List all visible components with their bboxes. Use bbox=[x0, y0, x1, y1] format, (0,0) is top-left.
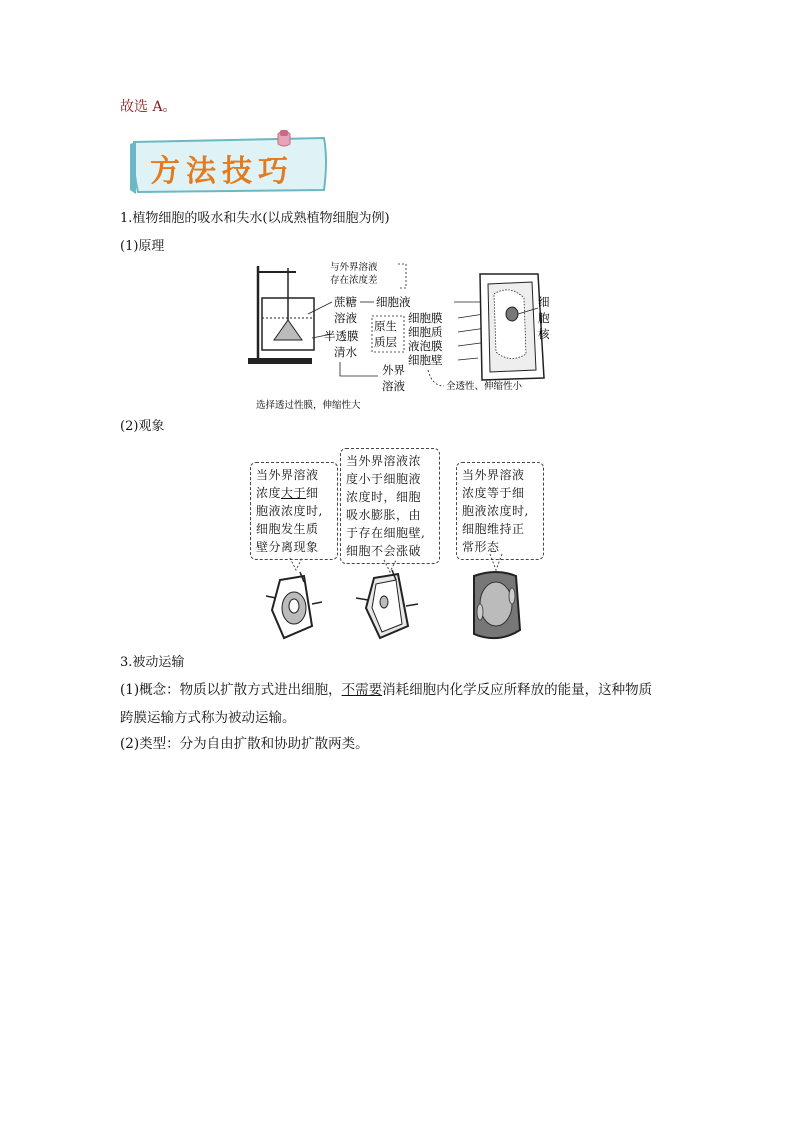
underlined-larger: 大于 bbox=[281, 486, 307, 500]
box-equal-line-3: 胞液浓度时, bbox=[462, 504, 529, 518]
label-nucleus-3: 核 bbox=[538, 327, 550, 341]
box-larger-line-2 bbox=[256, 484, 332, 502]
label-protoplast-1: 原生 bbox=[374, 319, 397, 333]
note-right: 全透性、伸缩性小 bbox=[446, 381, 523, 392]
label-semi-membrane: 半透膜 bbox=[324, 329, 359, 343]
box-larger-line-2-post: 细 bbox=[306, 486, 319, 500]
box-larger-line-4: 细胞发生质 bbox=[256, 522, 319, 536]
types-paragraph: (2)类型：分为自由扩散和协助扩散两类。 bbox=[120, 736, 369, 752]
box-equal-line-5: 常形态 bbox=[462, 540, 500, 554]
cell-states-graphic bbox=[250, 552, 550, 644]
banner-title: 方法技巧 bbox=[150, 154, 294, 189]
concept-paragraph bbox=[120, 680, 680, 700]
box-equal-line-4: 细胞维持正 bbox=[462, 522, 525, 536]
answer-text: 故选 A。 bbox=[120, 99, 177, 115]
concept-text-b: 消耗细胞内化学反应所释放的能量，这种物质 bbox=[382, 682, 653, 698]
concept-text-a: (1)概念：物质以扩散方式进出细胞， bbox=[120, 682, 342, 698]
section3-heading: 3.被动运输 bbox=[120, 655, 185, 670]
note-top-2: 存在浓度差 bbox=[330, 275, 378, 286]
osmosis-diagram bbox=[248, 258, 558, 414]
box-larger-line-1: 当外界溶液 bbox=[256, 468, 319, 482]
nucleus bbox=[506, 307, 518, 321]
label-cell-membrane: 细胞膜 bbox=[408, 311, 443, 325]
concept-paragraph-cont: 跨膜运输方式称为被动运输。 bbox=[120, 710, 296, 726]
box-larger-line-5: 壁分离现象 bbox=[256, 540, 319, 554]
stand-base bbox=[248, 358, 312, 364]
box-larger-line-2-pre: 浓度 bbox=[256, 486, 282, 500]
box-larger bbox=[250, 462, 338, 560]
box-equal bbox=[456, 462, 544, 560]
label-cell-wall: 细胞壁 bbox=[408, 353, 443, 367]
label-external-2: 溶液 bbox=[382, 379, 405, 393]
label-solution: 溶液 bbox=[334, 311, 357, 325]
funnel bbox=[274, 320, 302, 340]
label-cytoplasm: 细胞质 bbox=[408, 325, 443, 339]
label-protoplast-2: 质层 bbox=[374, 335, 397, 349]
cell-plasmolysis bbox=[266, 572, 322, 638]
label-vacuole-membrane: 液泡膜 bbox=[408, 339, 443, 353]
label-nucleus-2: 胞 bbox=[538, 311, 550, 325]
concept-underlined: 不需要 bbox=[341, 682, 383, 698]
label-external-1: 外界 bbox=[382, 363, 405, 377]
box-smaller-line-5: 于存在细胞壁, bbox=[346, 526, 426, 540]
section-banner bbox=[128, 130, 338, 196]
box-larger-line-3: 胞液浓度时, bbox=[256, 504, 323, 518]
vacuole bbox=[494, 290, 526, 359]
label-nucleus-1: 细 bbox=[538, 295, 550, 309]
box-smaller-line-4: 吸水膨胀，由 bbox=[346, 508, 422, 522]
box-smaller-line-3: 浓度时，细胞 bbox=[346, 490, 422, 504]
label-sucrose: 蔗糖 bbox=[334, 295, 357, 309]
label-clear-water: 清水 bbox=[334, 345, 357, 359]
cell-swollen bbox=[356, 570, 418, 638]
phenomenon-label: (2)观象 bbox=[120, 419, 165, 434]
box-smaller bbox=[340, 448, 440, 564]
box-smaller-line-2: 度小于细胞液 bbox=[346, 472, 422, 486]
box-equal-line-1: 当外界溶液 bbox=[462, 468, 525, 482]
note-bottom: 选择透过性膜，伸缩性大 bbox=[256, 400, 361, 411]
box-smaller-line-6: 细胞不会涨破 bbox=[346, 544, 422, 558]
cell-normal bbox=[474, 572, 520, 638]
note-top-1: 与外界溶液 bbox=[330, 262, 378, 273]
box-smaller-line-1: 当外界溶液浓 bbox=[346, 454, 422, 468]
section1-heading: 1.植物细胞的吸水和失水(以成熟植物细胞为例) bbox=[120, 211, 390, 226]
box-equal-line-2: 浓度等于细 bbox=[462, 486, 525, 500]
principle-label: (1)原理 bbox=[120, 239, 165, 254]
label-cell-sap: 细胞液 bbox=[376, 295, 411, 309]
